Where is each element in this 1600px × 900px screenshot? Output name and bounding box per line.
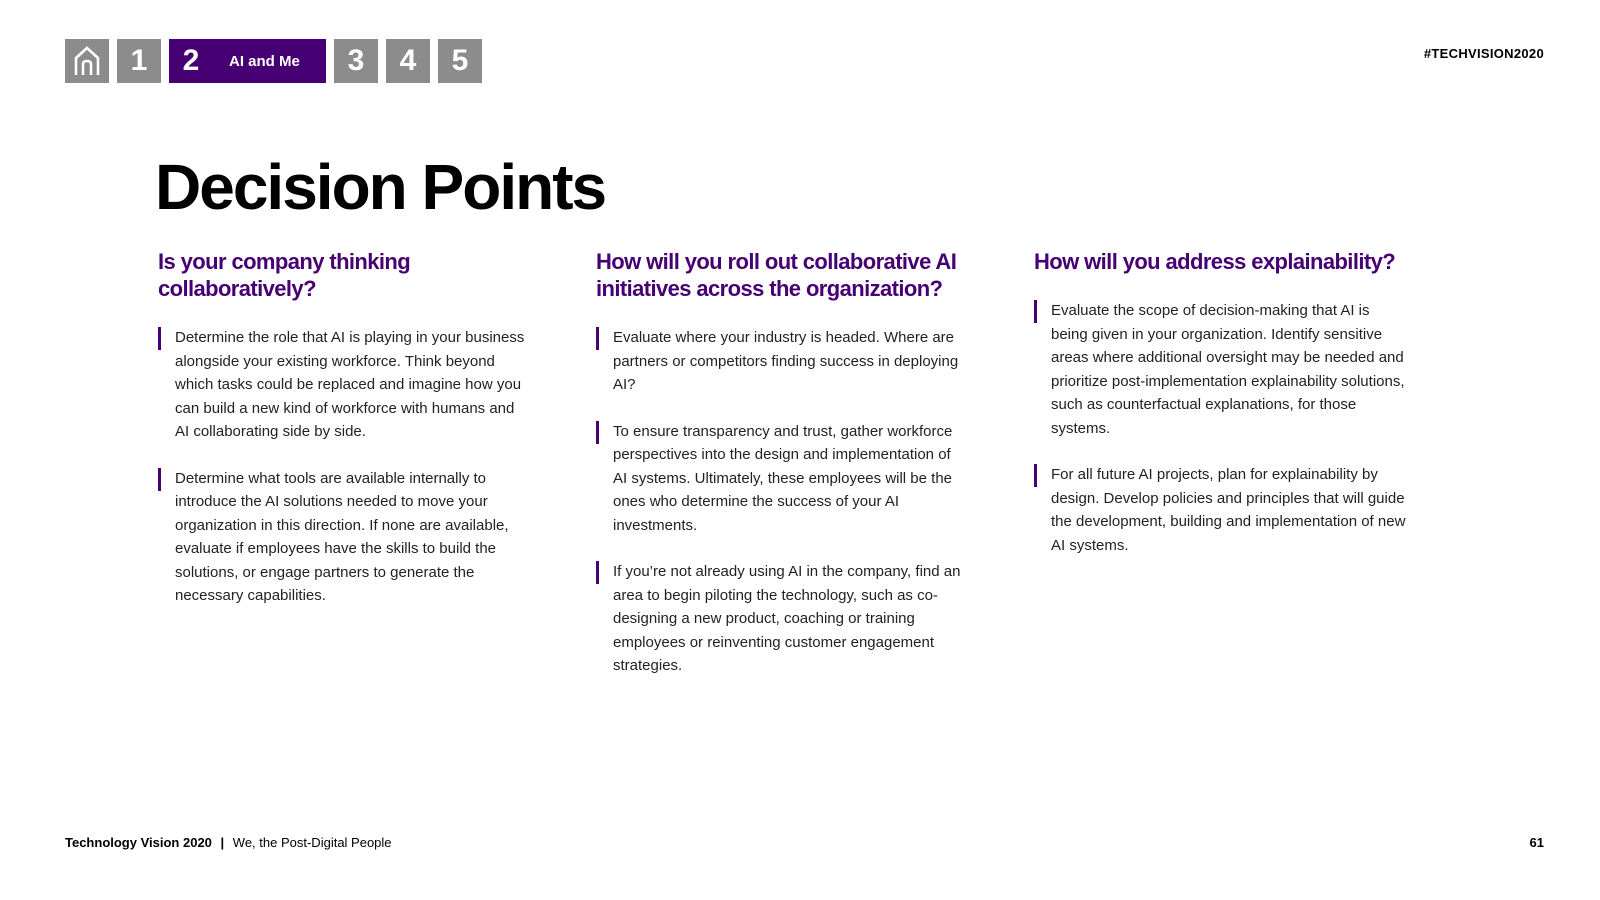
point-text: Determine the role that AI is playing in your business alongside your existing workforce. Think beyond which tasks could be replaced and imagine how you can build a new kind of workforce with humans and AI collaborating side by side.	[175, 329, 525, 440]
nav-tab-number: 4	[399, 44, 417, 77]
accent-bar	[1034, 300, 1037, 323]
decision-point	[158, 467, 568, 608]
accent-bar	[596, 327, 599, 350]
nav-tab-3[interactable]	[334, 39, 378, 83]
nav-home-button[interactable]	[65, 39, 109, 83]
point-text: If you’re not already using AI in the company, find an area to begin piloting the technology, such as co-designing a new product, coaching or training employees or reinventing customer engagement strategies.	[613, 563, 961, 674]
column-collaboration	[158, 248, 568, 631]
nav-tab-number: 5	[451, 44, 469, 77]
hashtag: #TECHVISION2020	[1423, 46, 1544, 61]
home-icon	[72, 46, 102, 76]
decision-point	[1034, 463, 1444, 557]
page-number: 61	[1529, 835, 1544, 850]
column-heading: Is your company thinking collaboratively?	[158, 249, 411, 301]
nav-tab-number: 3	[347, 44, 365, 77]
decision-point	[596, 326, 1006, 397]
accent-bar	[158, 327, 161, 350]
footer-subtitle: We, the Post-Digital People	[232, 835, 392, 850]
column-rollout	[596, 248, 1006, 701]
footer	[65, 835, 392, 850]
point-text: Determine what tools are available internally to introduce the AI solutions needed to move your organization in this direction. If none are available, evaluate if employees have the skills to build the solutions, or engage partners to generate the necessary capabilities.	[175, 469, 509, 604]
point-text: To ensure transparency and trust, gather workforce perspectives into the design and implementation of AI systems. Ultimately, these employees will be the ones who determine the success of your AI investments.	[613, 422, 953, 534]
footer-brand: Technology Vision 2020	[65, 835, 212, 850]
decision-point	[596, 560, 1006, 678]
page-title: Decision Points	[155, 151, 606, 223]
column-explainability	[1034, 248, 1444, 580]
point-text: Evaluate the scope of decision-making that AI is being given in your organization. Identify sensitive areas where additional oversight may be needed and prioritize post-implementation explainability solutions, such as counterfactual explanations, for those systems.	[1051, 302, 1405, 437]
nav-tab-label: AI and Me	[229, 52, 300, 70]
nav-tab-1[interactable]	[117, 39, 161, 83]
decision-point	[596, 420, 1006, 538]
nav-tab-2-active[interactable]	[169, 39, 326, 83]
column-heading: How will you address explainability?	[1034, 249, 1396, 274]
nav-tab-4[interactable]	[386, 39, 430, 83]
point-text: For all future AI projects, plan for explainability by design. Develop policies and principles that will guide the development, building and implementation of new AI systems.	[1051, 466, 1406, 554]
point-text: Evaluate where your industry is headed. Where are partners or competitors finding success in deploying AI?	[613, 329, 959, 393]
accent-bar	[1034, 464, 1037, 487]
accent-bar	[596, 561, 599, 584]
decision-point	[1034, 299, 1444, 440]
nav-tab-5[interactable]	[438, 39, 482, 83]
footer-separator: |	[220, 835, 225, 850]
nav-tab-number: 1	[130, 44, 148, 77]
nav-tab-number: 2	[182, 44, 200, 77]
accent-bar	[596, 421, 599, 444]
section-nav	[65, 39, 482, 83]
decision-point	[158, 326, 568, 444]
column-heading: How will you roll out collaborative AI initiatives across the organization?	[596, 249, 957, 301]
accent-bar	[158, 468, 161, 491]
